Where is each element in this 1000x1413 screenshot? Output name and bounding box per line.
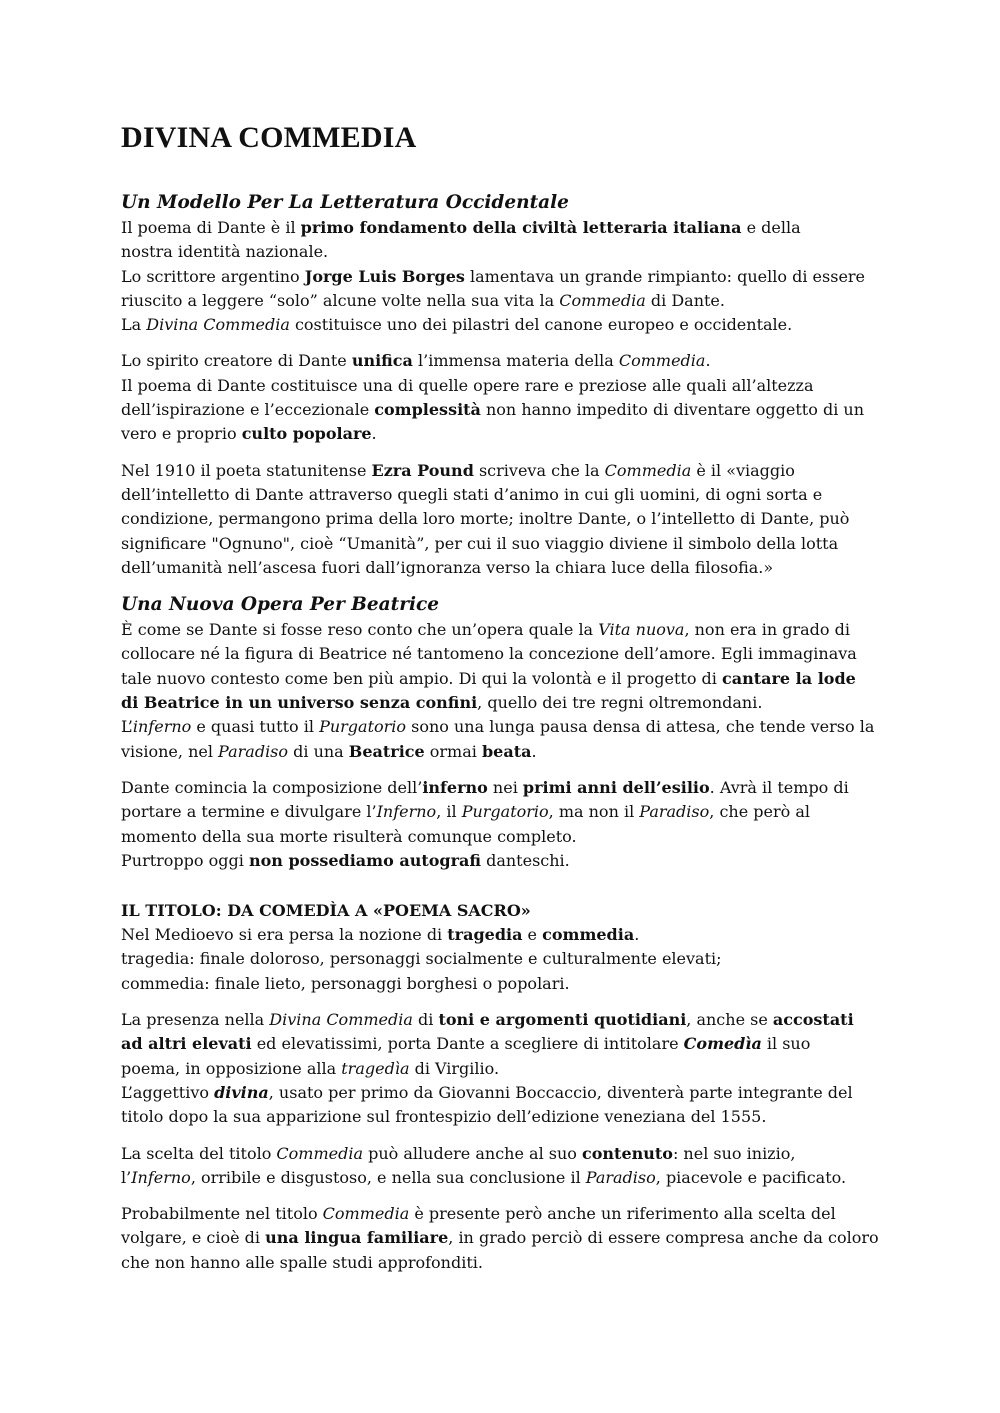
paragraph-2-2: Dante comincia la composizione dell’inferno nei primi anni dell’esilio. Avrà il tempo di portare a termine e divulgare l’Inferno, il Purgatorio, ma non il Paradiso, che però al momento della sua morte risulterà comunque completo. Purtroppo oggi non possediamo autografi danteschi. [121, 777, 849, 870]
paragraph-3-2: La presenza nella Divina Commedia di toni e argomenti quotidiani, anche se accostati ad altri elevati ed elevatissimi, porta Dante a scegliere di intitolare Comedìa il suo poema, in opposizione alla tragedìa di Virgilio. L’aggettivo divina, usato per primo da Giovanni Boccaccio, diventerà parte integrante del titolo dopo la sua apparizione sul frontespizio dell’edizione veneziana del 1555. [121, 1010, 854, 1127]
paragraph-1-3: Nel 1910 il poeta statunitense Ezra Pound scriveva che la Commedia è il «viaggio dell’intelletto di Dante attraverso quegli stati d’animo in cui gli uomini, di ogni sorta e condizione, permangono prima della loro morte; inoltre Dante, o l’intelletto di Dante, può significare "Ognuno", cioè “Umanità”, per cui il suo viaggio diviene il simbolo della lotta dell’umanità nell’ascesa fuori dall’ignoranza verso la chiara luce della filosofia.» [121, 460, 850, 577]
paragraph-2-1: È come se Dante si fosse reso conto che un’opera quale la Vita nuova, non era in grado di collocare né la figura di Beatrice né tantomeno la concezione dell’amore. Egli immaginava tale nuovo contesto come ben più ampio. Di qui la volontà e il progetto di cantare la lode di Beatrice in un universo senza confini, quello dei tre regni oltremondani. L’inferno e quasi tutto il Purgatorio sono una lunga pausa densa di attesa, che tende verso la visione, nel Paradiso di una Beatrice ormai beata. [121, 620, 875, 761]
paragraph-3-1: Nel Medioevo si era persa la nozione di tragedia e commedia. tragedia: finale doloroso, personaggi socialmente e culturalmente elevati; commedia: finale lieto, personaggi borghesi o popolari. [121, 925, 722, 993]
section-heading-titolo: IL TITOLO: DA COMEDÌA A «POEMA SACRO» [121, 901, 531, 921]
document-title: DIVINA COMMEDIA [121, 121, 417, 154]
document-page [121, 120, 881, 1275]
paragraph-3-3: La scelta del titolo Commedia può alludere anche al suo contenuto: nel suo inizio, l’Inferno, orribile e disgustoso, e nella sua conclusione il Paradiso, piacevole e pacificato. [121, 1143, 847, 1187]
paragraph-3-4: Probabilmente nel titolo Commedia è presente però anche un riferimento alla scelta del volgare, e cioè di una lingua familiare, in grado perciò di essere compresa anche da coloro che non hanno alle spalle studi approfonditi. [121, 1204, 879, 1272]
section-heading-modello: Un Modello Per La Letteratura Occidentale [121, 192, 569, 213]
paragraph-1-2: Lo spirito creatore di Dante unifica l’immensa materia della Commedia. Il poema di Dante costituisce una di quelle opere rare e preziose alle quali all’altezza dell’ispirazione e l’eccezionale complessità non hanno impedito di diventare oggetto di un vero e proprio culto popolare. [121, 351, 865, 444]
paragraph-1-1: Il poema di Dante è il primo fondamento della civiltà letteraria italiana e della nostra identità nazionale. Lo scrittore argentino Jorge Luis Borges lamentava un grande rimpianto: quello di essere riuscito a leggere “solo” alcune volte nella sua vita la Commedia di Dante. La Divina Commedia costituisce uno dei pilastri del canone europeo e occidentale. [121, 218, 866, 335]
section-heading-beatrice: Una Nuova Opera Per Beatrice [121, 594, 440, 616]
